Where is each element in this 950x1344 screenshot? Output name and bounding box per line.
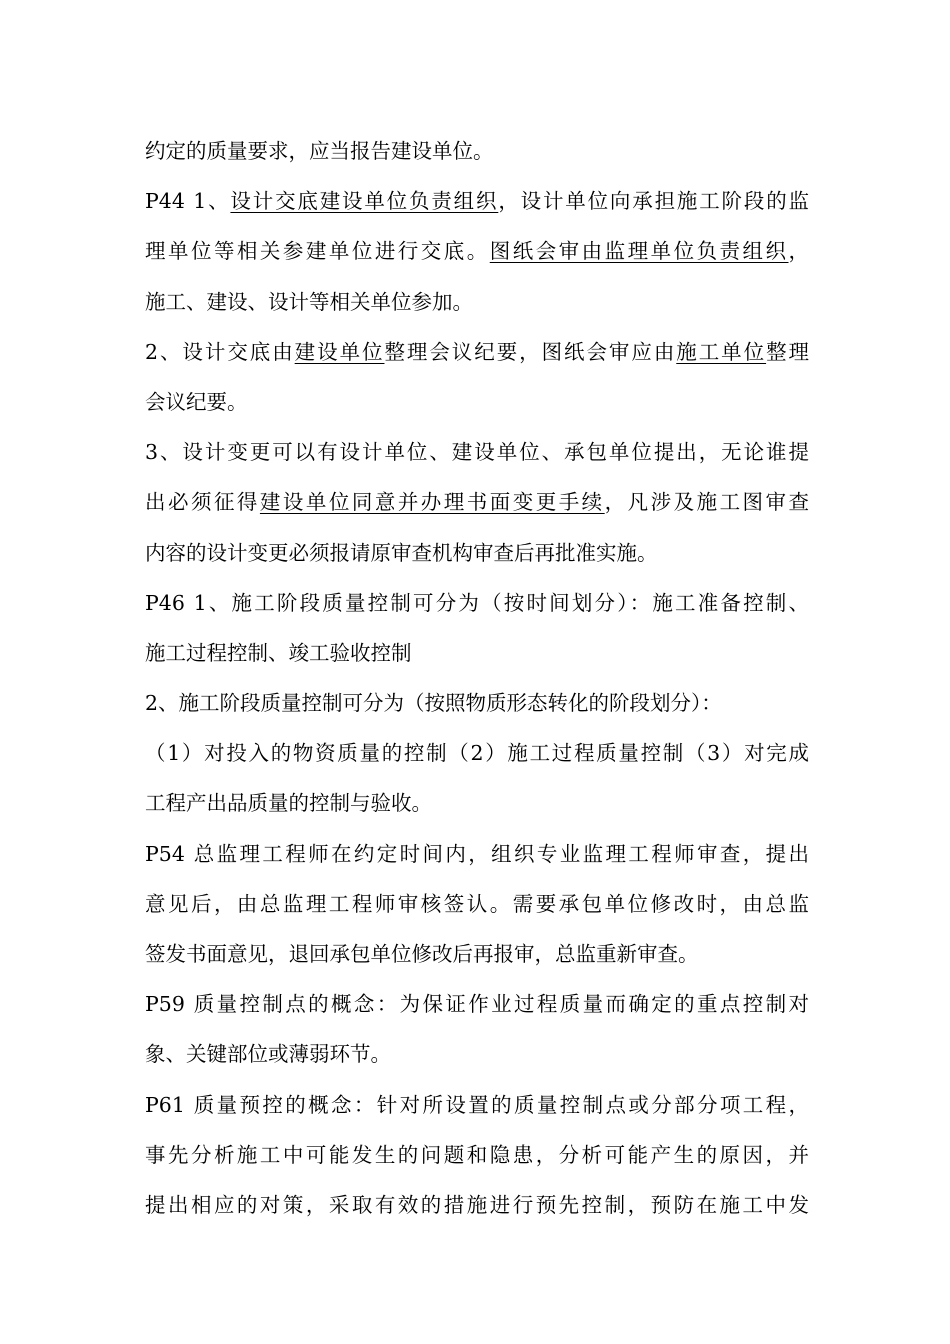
text-line	[145, 778, 809, 828]
underlined-text: 图纸会审由监理单位负责组织	[489, 239, 789, 264]
underlined-text: 设计交底建设单位负责组织	[230, 189, 499, 214]
text-segment: 象、关键部位或薄弱环节。	[145, 1042, 391, 1067]
text-line	[145, 1029, 809, 1079]
text-segment: 整理会议纪要，图纸会审应由	[384, 339, 677, 364]
text-line	[145, 1180, 809, 1230]
text-segment: 整理	[766, 339, 810, 364]
text-segment: P54 总监理工程师在约定时间内，组织专业监理工程师审查，提出	[145, 841, 809, 866]
text-segment: 提出相应的对策，采取有效的措施进行预先控制，预防在施工中发	[145, 1192, 809, 1217]
text-segment: 施工过程控制、竣工验收控制	[145, 640, 412, 665]
text-line	[145, 277, 809, 327]
text-segment: 2、施工阶段质量控制可分为（按照物质形态转化的阶段划分）：	[145, 691, 722, 716]
underlined-text: 建设单位	[294, 339, 385, 364]
text-segment: P61 质量预控的概念：针对所设置的质量控制点或分部分项工程，	[145, 1092, 809, 1117]
text-segment: P59 质量控制点的概念：为保证作业过程质量而确定的重点控制对	[145, 992, 809, 1017]
text-line	[145, 1130, 809, 1180]
text-segment: 内容的设计变更必须报请原审查机构审查后再批准实施。	[145, 540, 658, 565]
text-line	[145, 126, 809, 176]
text-segment: P44 1、	[145, 189, 231, 214]
text-segment: 约定的质量要求，应当报告建设单位。	[145, 139, 494, 163]
text-segment: ，	[788, 239, 810, 264]
text-line	[145, 377, 809, 427]
text-line	[145, 678, 809, 728]
text-line	[145, 929, 809, 979]
text-line	[145, 879, 809, 929]
text-segment: 意见后，由总监理工程师审核签认。需要承包单位修改时，由总监	[145, 891, 809, 916]
text-line	[145, 829, 809, 879]
text-line	[145, 176, 809, 226]
text-segment: 会议纪要。	[145, 389, 248, 414]
text-line	[145, 327, 809, 377]
text-segment: 理单位等相关参建单位进行交底。	[145, 239, 490, 264]
text-line	[145, 979, 809, 1029]
text-line	[145, 628, 809, 678]
text-segment: 事先分析施工中可能发生的问题和隐患，分析可能产生的原因，并	[145, 1142, 809, 1167]
text-line	[145, 477, 809, 527]
text-segment: 工程产出品质量的控制与验收。	[145, 791, 432, 816]
text-segment: P46 1、施工阶段质量控制可分为（按时间划分）：施工准备控制、	[145, 590, 809, 615]
document-body	[145, 126, 809, 1230]
text-segment: ，凡涉及施工图审查	[604, 490, 810, 515]
text-segment: （1）对投入的物资质量的控制（2）施工过程质量控制（3）对完成	[145, 741, 809, 766]
text-segment: 施工、建设、设计等相关单位参加。	[145, 289, 473, 314]
text-segment: ，设计单位向承担施工阶段的监	[498, 189, 810, 214]
text-line	[145, 528, 809, 578]
underlined-text: 施工单位	[676, 339, 767, 364]
text-line	[145, 728, 809, 778]
text-line	[145, 578, 809, 628]
text-segment: 2、设计交底由	[145, 339, 295, 364]
text-line	[145, 226, 809, 276]
text-segment: 3、设计变更可以有设计单位、建设单位、承包单位提出，无论谁提	[145, 440, 809, 465]
text-segment: 出必须征得	[145, 490, 260, 515]
text-segment: 签发书面意见，退回承包单位修改后再报审，总监重新审查。	[145, 942, 699, 966]
text-line	[145, 1080, 809, 1130]
underlined-text: 建设单位同意并办理书面变更手续	[259, 490, 605, 515]
text-line	[145, 427, 809, 477]
